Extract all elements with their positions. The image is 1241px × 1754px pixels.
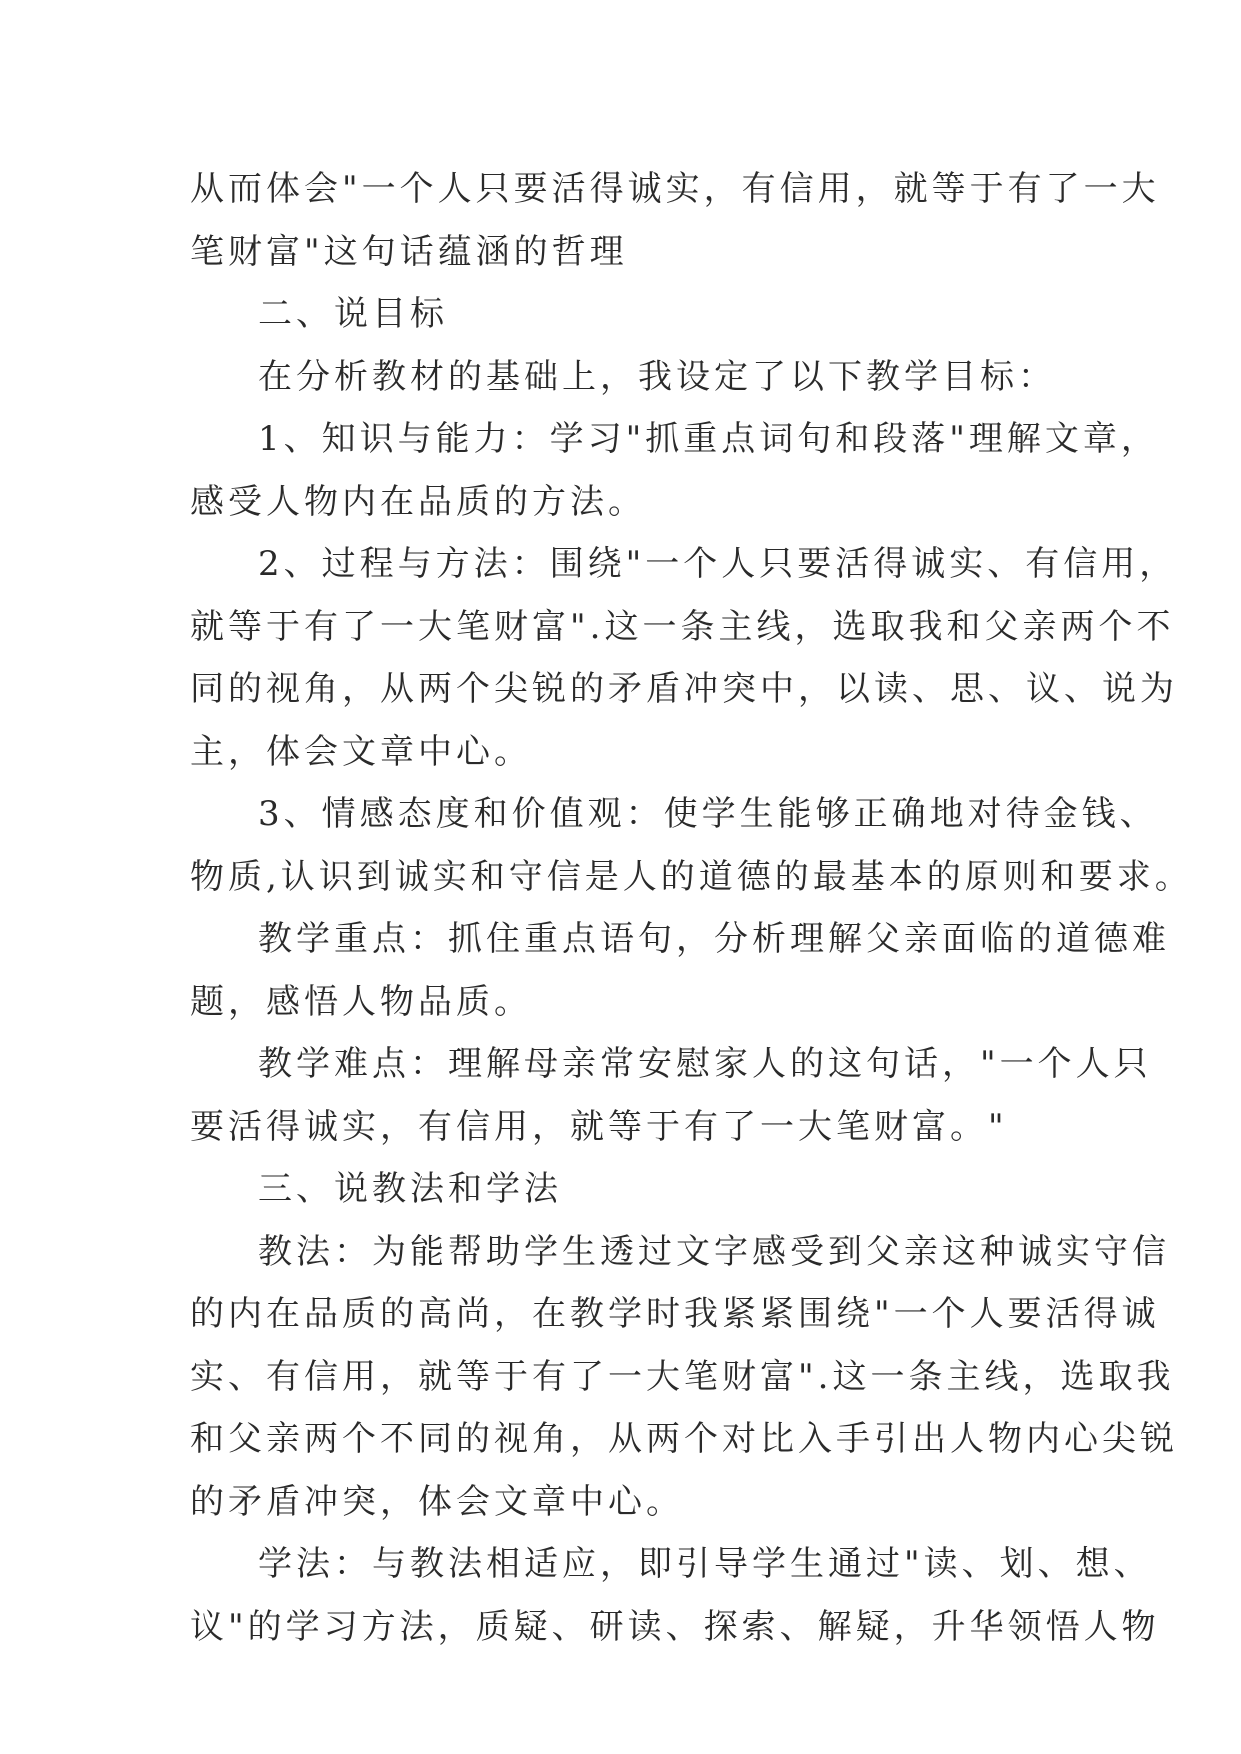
text-line: 3、情感态度和价值观：使学生能够正确地对待金钱、: [258, 794, 1158, 834]
text-line: 的内在品质的高尚，在教学时我紧紧围绕"一个人要活得诚: [190, 1294, 1160, 1334]
text-line: 就等于有了一大笔财富".这一条主线，选取我和父亲两个不: [190, 606, 1175, 647]
text-line: 2、过程与方法：围绕"一个人只要活得诚实、有信用，: [258, 544, 1178, 584]
text-line: 二、说目标: [258, 294, 448, 334]
text-line: 教学重点：抓住重点语句，分析理解父亲面临的道德难: [258, 919, 1170, 959]
text-line: 在分析教材的基础上，我设定了以下教学目标：: [258, 356, 1056, 397]
paragraph: [190, 533, 1178, 783]
text-line: 主，体会文章中心。: [190, 731, 532, 772]
text-line: 从而体会"一个人只要活得诚实，有信用，就等于有了一大: [190, 169, 1160, 209]
text-line: 实、有信用，就等于有了一大笔财富".这一条主线，选取我: [190, 1356, 1175, 1397]
text-line: 要活得诚实，有信用，就等于有了一大笔财富。": [190, 1106, 1008, 1147]
text-line: 教学难点：理解母亲常安慰家人的这句话，"一个人只: [258, 1044, 1152, 1084]
text-line: 和父亲两个不同的视角，从两个对比入手引出人物内心尖锐: [190, 1419, 1178, 1459]
paragraph: [190, 283, 1070, 346]
text-line: 的矛盾冲突，体会文章中心。: [190, 1481, 684, 1522]
paragraph: [190, 908, 1170, 1033]
text-line: 教法：为能帮助学生透过文字感受到父亲这种诚实守信: [258, 1231, 1170, 1272]
paragraph: [190, 1158, 1070, 1221]
paragraph: [190, 783, 1193, 908]
text-line: 物质,认识到诚实和守信是人的道德的最基本的原则和要求。: [190, 856, 1193, 897]
paragraph: [190, 1033, 1152, 1158]
text-line: 笔财富"这句话蕴涵的哲理: [190, 231, 628, 272]
text-line: 议"的学习方法，质疑、研读、探索、解疑，升华领悟人物: [190, 1606, 1160, 1647]
text-line: 题，感悟人物品质。: [190, 981, 532, 1022]
paragraph: [190, 1533, 1160, 1658]
paragraph: [190, 408, 1159, 533]
text-line: 同的视角，从两个尖锐的矛盾冲突中，以读、思、议、说为: [190, 669, 1178, 709]
text-line: 三、说教法和学法: [258, 1169, 562, 1209]
paragraph: [190, 346, 1070, 409]
text-line: 感受人物内在品质的方法。: [190, 481, 646, 522]
text-line: 学法：与教法相适应，即引导学生通过"读、划、想、: [258, 1544, 1152, 1584]
document-body: [190, 158, 1193, 1658]
paragraph: [190, 1221, 1178, 1534]
text-line: 1、知识与能力：学习"抓重点词句和段落"理解文章，: [258, 419, 1159, 459]
paragraph: [190, 158, 1160, 283]
